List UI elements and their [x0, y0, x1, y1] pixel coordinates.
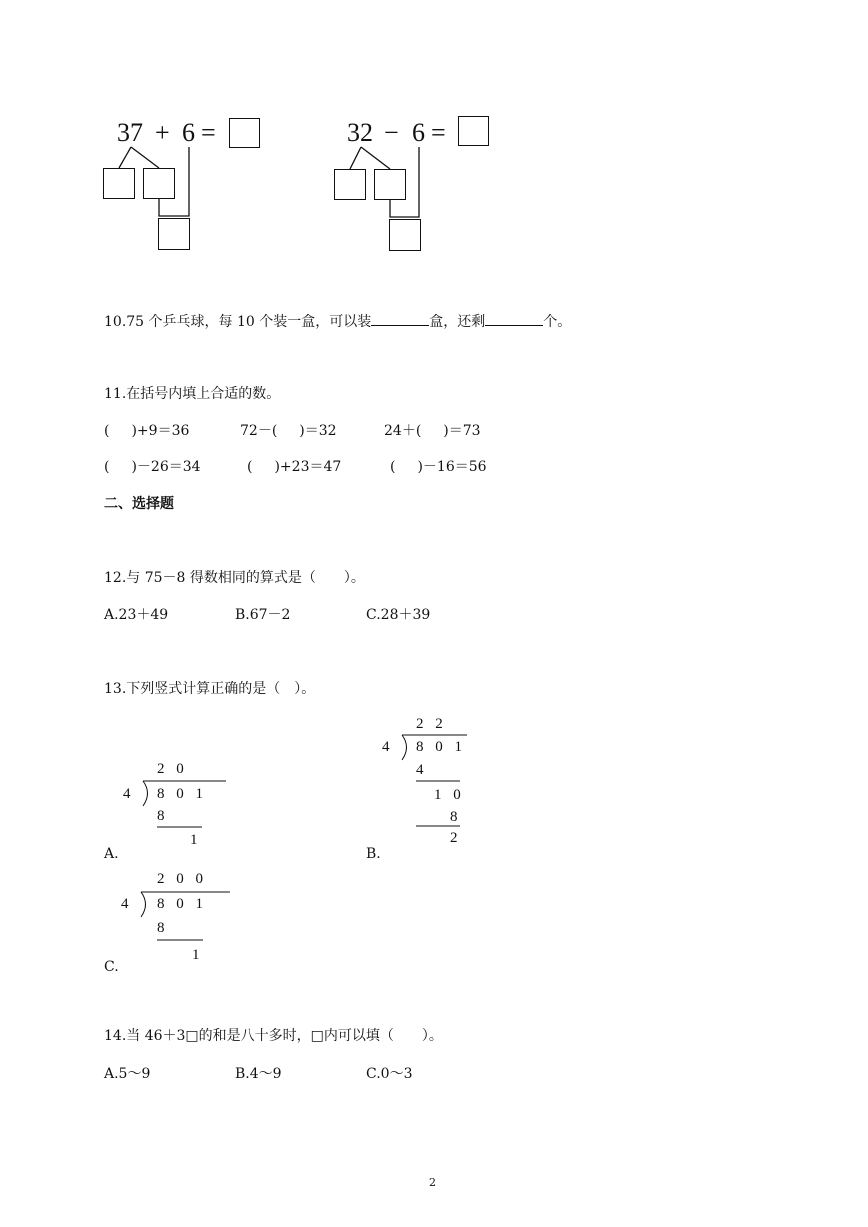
q11-item-1-3-post: )＝73: [443, 423, 481, 439]
q11-item-1-2-pre: 72－(: [240, 423, 278, 439]
q13-c-remainder: 1: [192, 947, 204, 963]
q12-title: 12.与 75－8 得数相同的算式是（ ）。: [104, 570, 365, 586]
q13-c-divisor: 4: [121, 896, 133, 912]
q9-left-equals: =: [201, 118, 216, 147]
q13-a-step1: 8: [157, 808, 169, 824]
q11-title: 11.在括号内填上合适的数。: [104, 386, 281, 402]
q12-option-a[interactable]: A.23＋49: [104, 607, 169, 623]
q9-right-equals: =: [431, 118, 446, 147]
q11-item-1-2-post: )＝32: [299, 423, 337, 439]
q12-option-c[interactable]: C.28＋39: [366, 607, 431, 623]
q11-item-2-1-pre: (: [104, 459, 110, 475]
q9-left-addend-a: 37: [117, 118, 143, 147]
q14-option-b[interactable]: B.4～9: [235, 1066, 282, 1082]
q14-title: 14.当 46＋3□的和是八十多时，□内可以填（ ）。: [104, 1028, 443, 1044]
q13-a-quotient: 2 0: [157, 761, 188, 777]
q11-item-2-2-pre: (: [247, 459, 253, 475]
q10-text-1: 10.75 个乒乓球，每 10 个装一盒，可以装: [104, 314, 372, 330]
q13-b-step3: 8: [450, 809, 462, 825]
q13-c-quotient: 2 0 0: [157, 871, 207, 887]
q11-item-1-1-post: )+9＝36: [131, 423, 190, 439]
q13-c-step1: 8: [157, 920, 169, 936]
q10-text-3: 个。: [543, 314, 572, 330]
q9-right-operator: −: [384, 118, 399, 147]
q9-right-subtrahend: 6: [412, 118, 425, 147]
q9-left-operator: +: [155, 118, 170, 147]
q11-item-2-2-post: )+23＝47: [274, 459, 342, 475]
q11-item-1-3-pre: 24＋(: [384, 423, 422, 439]
q13-b-divisor: 4: [382, 739, 394, 755]
q11-item-2-3-post: )－16＝56: [417, 459, 487, 475]
section-title-multiple-choice: 二、选择题: [104, 496, 174, 512]
q11-item-2-3-pre: (: [390, 459, 396, 475]
q14-option-a[interactable]: A.5～9: [104, 1066, 151, 1082]
q14-option-c[interactable]: C.0～3: [366, 1066, 413, 1082]
page-number: 2: [429, 1176, 436, 1189]
q13-c-label: C.: [104, 959, 119, 975]
q13-c-dividend: 8 0 1: [157, 896, 207, 912]
q10-text-2: 盒，还剩: [429, 314, 486, 330]
q13-b-quotient: 2 2: [416, 716, 447, 732]
q12-option-b[interactable]: B.67－2: [235, 607, 291, 623]
q13-b-step2: 1 0: [434, 787, 465, 803]
q13-a-remainder: 1: [190, 832, 202, 848]
q9-left-addend-b: 6: [182, 118, 195, 147]
q13-a-label: A.: [104, 846, 119, 862]
q13-b-dividend: 8 0 1: [416, 739, 466, 755]
q13-b-remainder: 2: [450, 830, 462, 846]
q11-item-2-1-post: )－26＝34: [131, 459, 201, 475]
q11-item-1-1-pre: (: [104, 423, 110, 439]
q13-title: 13.下列竖式计算正确的是（ ）。: [104, 681, 316, 697]
q13-a-dividend: 8 0 1: [157, 786, 207, 802]
q13-b-label: B.: [366, 846, 381, 862]
q13-b-step1: 4: [416, 762, 428, 778]
q13-a-divisor: 4: [123, 786, 135, 802]
q9-right-minuend: 32: [347, 118, 373, 147]
